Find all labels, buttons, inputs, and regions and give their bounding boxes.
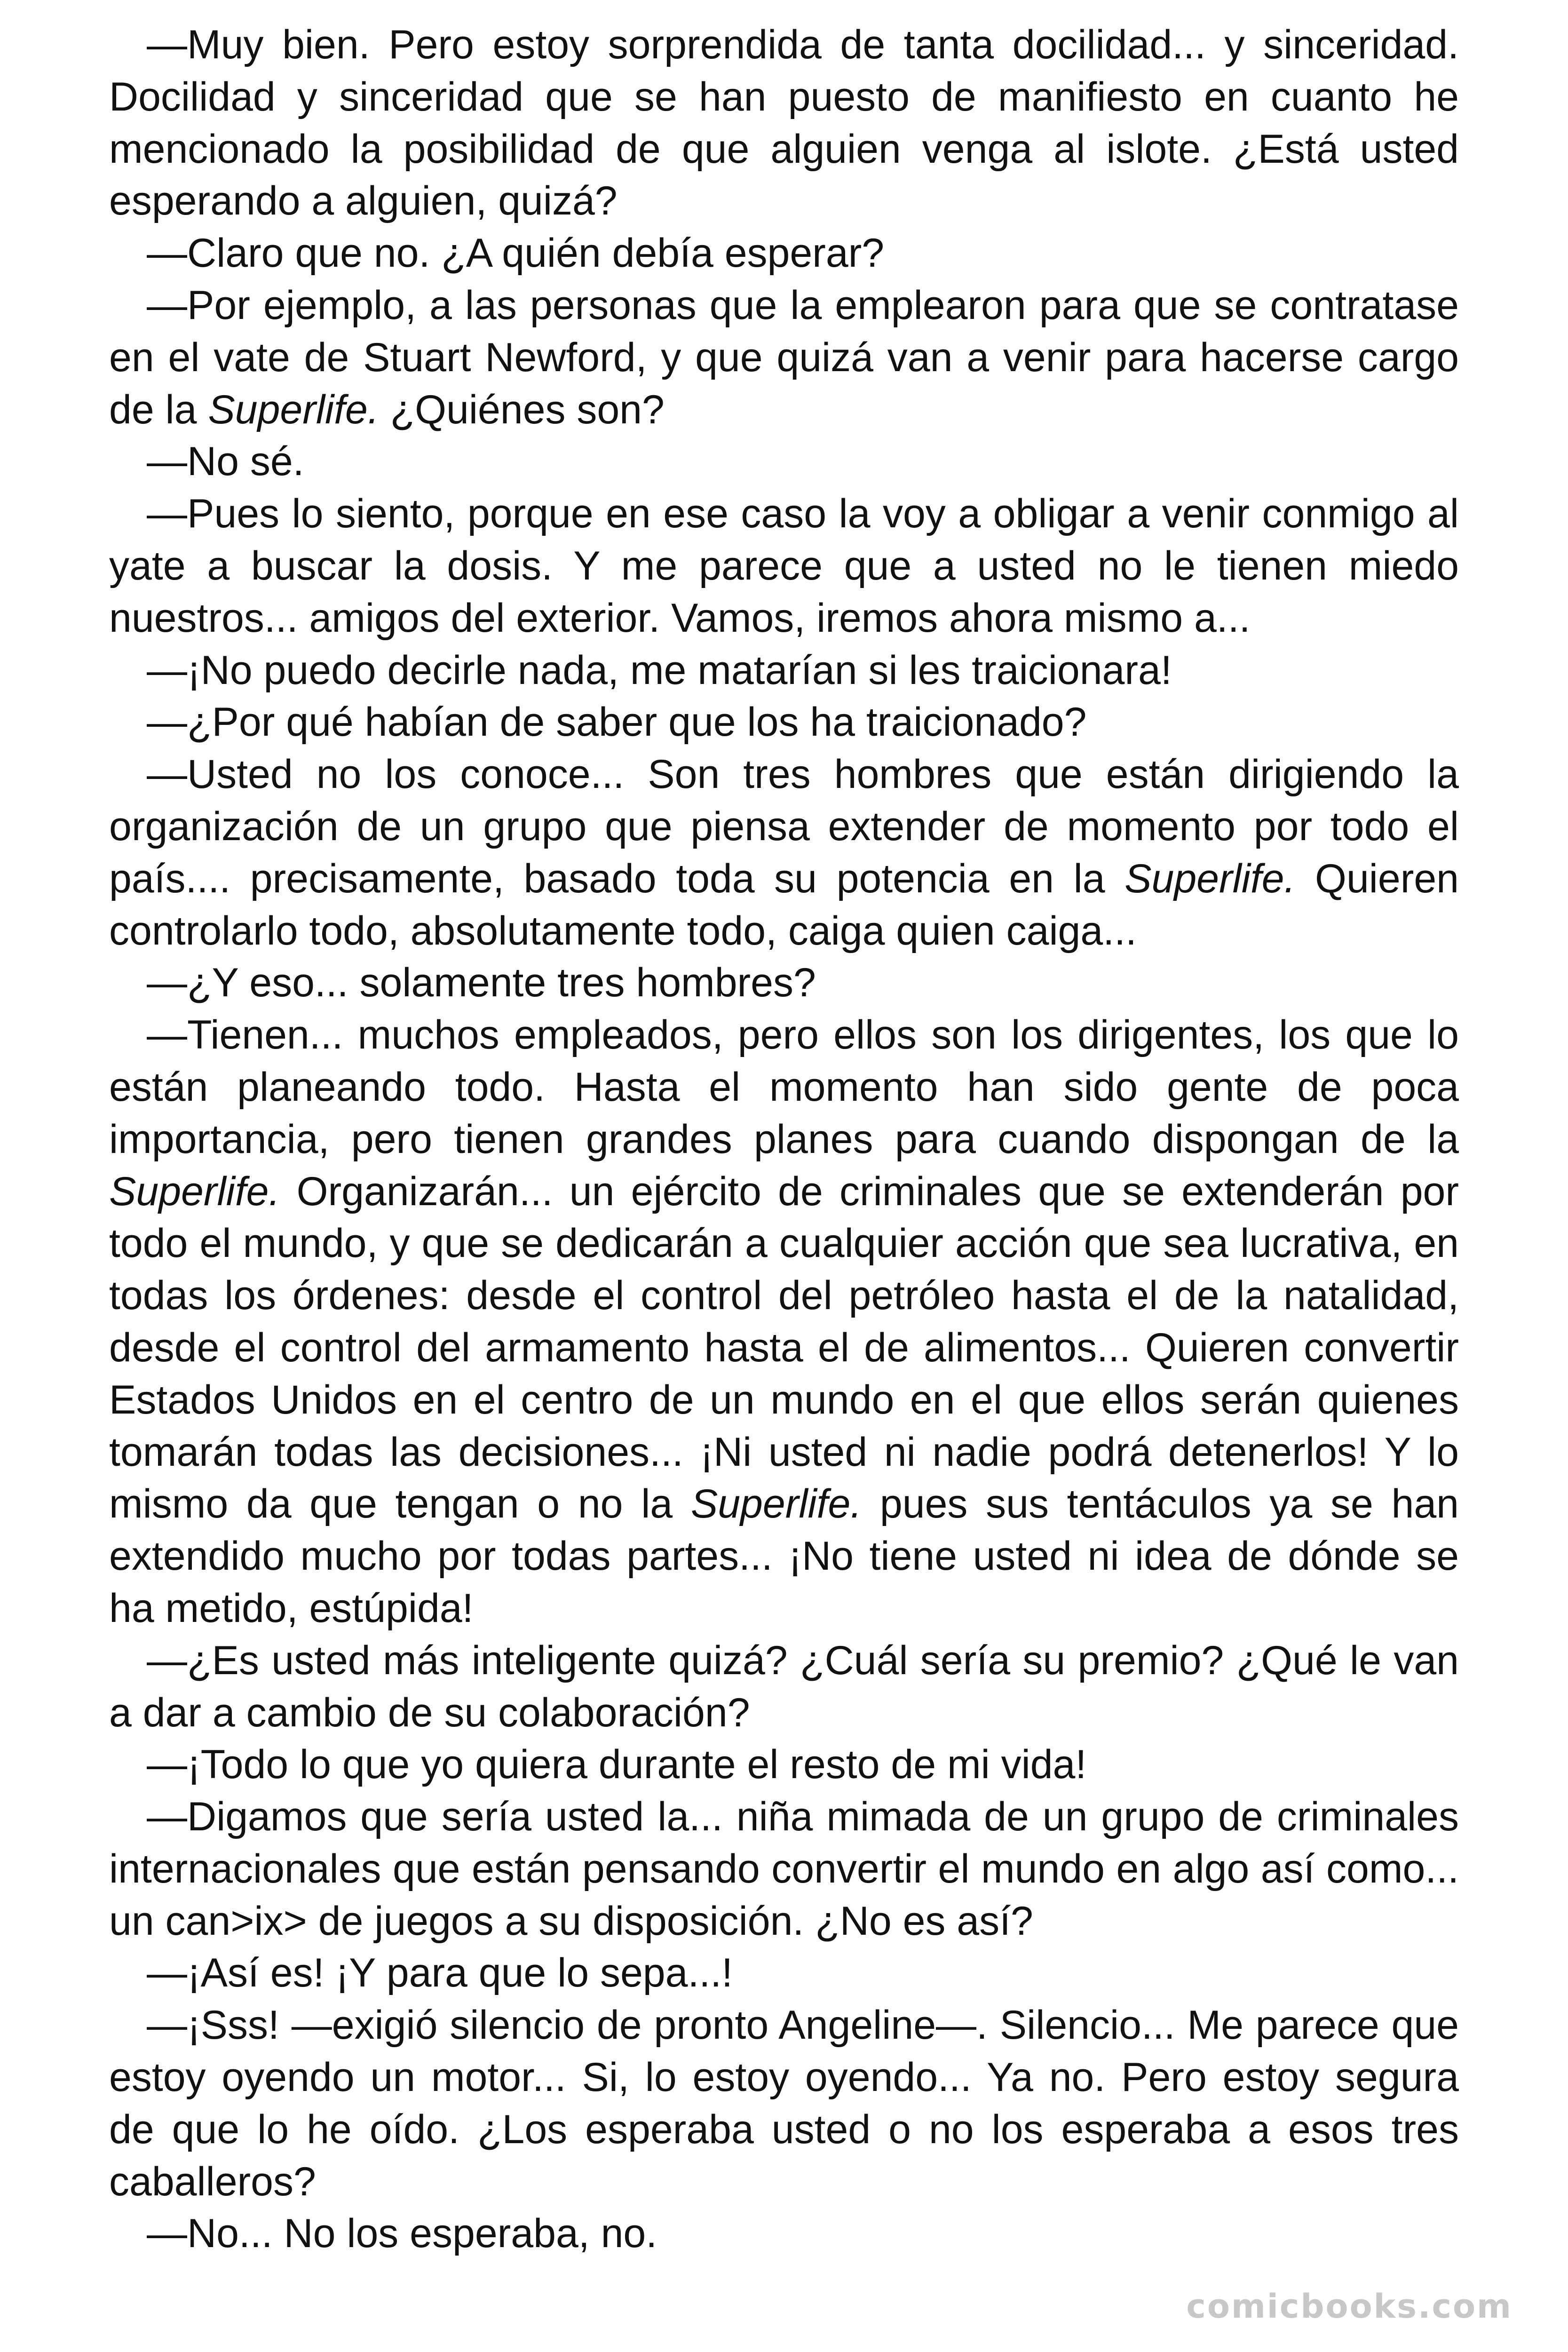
paragraph-10: —Tienen... muchos empleados, pero ellos son los dirigentes, los que lo están planeando todo. Hasta el momento han sido gente de poca importancia, pero tienen grandes planes para cuando dispongan de la Superlife. Organizarán... un ejército de criminales que se extenderán por todo el mundo, y que se dedicarán a cualquier acción que sea lucrativa, en todas los órdenes: desde el control del petróleo hasta el de la natalidad, desde el control del armamento hasta el de alimentos... Quieren convertir Estados Unidos en el centro de un mundo en el que ellos serán quienes tomarán todas las decisiones... ¡Ni usted ni nadie podrá detenerlos! Y lo mismo da que tengan o no la Superlife. pues sus tentáculos ya se han extendido mucho por todas partes... ¡No tiene usted ni idea de dónde se ha metido, estúpida! <box>109 1012 1459 1631</box>
paragraph-14: —¡Así es! ¡Y para que lo sepa...! <box>147 1950 733 1996</box>
paragraph-8: —Usted no los conoce... Son tres hombres que están dirigiendo la organización de un grupo que piensa extender de momento por todo el país.... precisamente, basado toda su potencia en la Superlife. Quieren controlarlo todo, absolutamente todo, caiga quien caiga... <box>109 752 1459 954</box>
paragraph-6: —¡No puedo decirle nada, me matarían si les traicionara! <box>147 647 1172 693</box>
paragraph-13: —Digamos que sería usted la... niña mimada de un grupo de criminales internacionales que están pensando convertir el mundo en algo así como... un can>ix> de juegos a su disposición. ¿No es así? <box>109 1794 1459 1944</box>
paragraph-1: —Muy bien. Pero estoy sorprendida de tanta docilidad... y sinceridad. Docilidad y sinceridad que se han puesto de manifiesto en cuanto he mencionado la posibilidad de que alguien venga al islote. ¿Está usted esperando a alguien, quizá? <box>109 22 1459 224</box>
paragraph-9: —¿Y eso... solamente tres hombres? <box>147 960 816 1006</box>
paragraph-11: —¿Es usted más inteligente quizá? ¿Cuál sería su premio? ¿Qué le van a dar a cambio de su colaboración? <box>109 1637 1459 1735</box>
page-body <box>109 19 1459 2260</box>
paragraph-4: —No sé. <box>147 439 304 485</box>
paragraph-12: —¡Todo lo que yo quiera durante el resto de mi vida! <box>147 1742 1087 1788</box>
paragraph-7: —¿Por qué habían de saber que los ha traicionado? <box>147 699 1087 745</box>
paragraph-2: —Claro que no. ¿A quién debía esperar? <box>147 230 885 276</box>
paragraph-16: —No... No los esperaba, no. <box>147 2211 657 2257</box>
paragraph-15: —¡Sss! —exigió silencio de pronto Angeline—. Silencio... Me parece que estoy oyendo un motor... Si, lo estoy oyendo... Ya no. Pero estoy segura de que lo he oído. ¿Los esperaba usted o no los esperaba a esos tres caballeros? <box>109 2002 1459 2204</box>
paragraph-5: —Pues lo siento, porque en ese caso la voy a obligar a venir conmigo al yate a buscar la dosis. Y me parece que a usted no le tienen miedo nuestros... amigos del exterior. Vamos, iremos ahora mismo a... <box>109 491 1459 641</box>
paragraph-3: —Por ejemplo, a las personas que la emplearon para que se contratase en el vate de Stuart Newford, y que quizá van a venir para hacerse cargo de la Superlife. ¿Quiénes son? <box>109 282 1459 432</box>
watermark: comicbooks.com <box>1186 2287 1513 2326</box>
